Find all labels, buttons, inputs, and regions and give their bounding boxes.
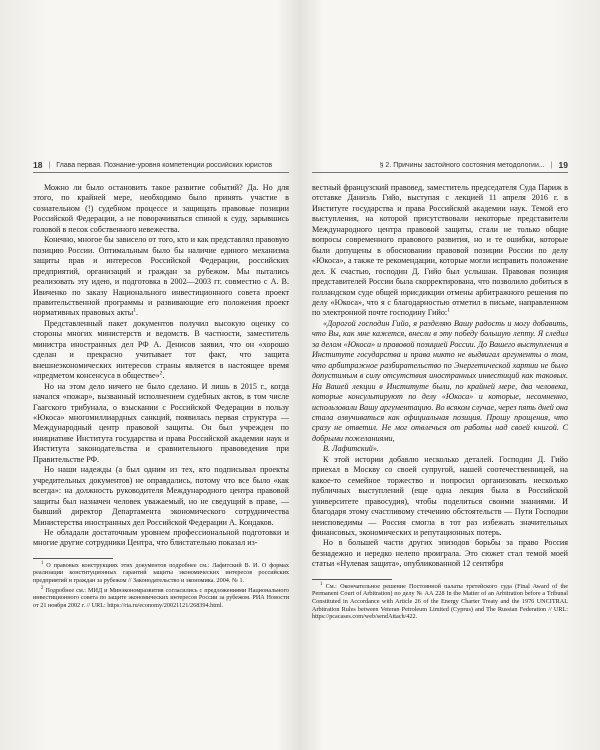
left-body-text — [33, 183, 289, 549]
footnote-ref: 2 — [159, 370, 163, 377]
right-running-head — [312, 158, 568, 173]
page-number: 19 — [558, 160, 568, 170]
left-running-head — [33, 158, 289, 173]
right-page — [312, 158, 568, 720]
quoted-letter: «Дорогой господин Гийо, я разделяю Вашу радость и могу добавить, что Вы, как мне кажется, внесли в эту победу большую лепту. Я следил за делом «Юкоса» и правовой позицией России. До Вашего выступления в Институте государства и права никто не выдвигал аргументы о том, что арбитражное разбирательство по Энергетической хартии не было допустимым в силу отсутствия иностранных инвестиций как таковых. На Вашей лекции в Институте были, по крайней мере, два человека, которые консультируют по делу «Юкоса» и которые, несомненно, использовали Вашу аргументацию. Во всяком случае, через пять дней она стала озвучиваться как официальная позиция. Прошу прощения, что сразу не ответил. Не мог отвлечься от работы над своей книгой. С добрыми пожеланиями, — [312, 318, 568, 443]
page-number: 18 — [33, 160, 43, 170]
paragraph: Но на этом дело ничего не было сделано. И лишь в 2015 г., когда начался «пожар», вызванный исполнением судебных актов, в том числе Гаагского трибунала, о взыскании с Российской Федерации в пользу «Юкоса» многомиллиардных санкций, появилась первая структура — Международный центр правовой защиты. Он был учрежден по инициативе Института государства и права Российской академии наук и Института законодательства и сравнительного правоведения при Правительстве РФ. — [33, 381, 289, 464]
paragraph: Можно ли было остановить такое развитие событий? Да. Но для этого, по крайней мере, необходимо было принять участие в сознательном (!) судебном процессе и защищать правовые позиции Российской Федерации, а не поворачиваться спиной к суду, зарывшись головой в песок собственного невежества. — [33, 183, 289, 234]
paragraph: Конечно, многое бы зависело от того, кто и как представлял правовую позицию России. Оптимальным было бы наличие единого механизма защиты прав и интересов Российской Федерации, российских предприятий, организаций и граждан за рубежом. Мы пытались реализовать эту идею, и подготовка в 2002—2003 гг. совместно с А. В. Ивиченко по заказу Национального инвестиционного совета проект правительственной программы и развивающие его положения проект нормативных правовых акты$^1$. — [33, 235, 289, 318]
footnote: $^1$ О правовых конструкциях этих документов подробнее см.: Лафитский В. И. О формах реализации конституционных гарантий защиты экономических интересов российских предприятий и граждан за рубежом // Законодательство и экономика. 2004. № 1. — [33, 560, 289, 585]
paragraph: Но наши надежды (а был одним из тех, кто подписывал проекты учредительных документов) не оправдались, потому что все было «как всегда»: на должность руководителя Международного центра правовой защиты был назначен человек уважаемый, но не сведущий в праве, — бывший директор Департамента экономического сотрудничества Министерства иностранных дел Российской Федерации А. Кондаков. — [33, 465, 289, 527]
paragraph: вестный французский правовед, заместитель председателя Суда Париж в отставке Даниэль Гийо, выступая с лекцией 11 апреля 2016 г. в Институте государства и права Российской академии наук. Темой его выступления, на которой присутствовали некоторые представители Международного центра правовой защиты, стали не только общие вопросы современного правового развития, но и те ошибки, которые были допущены в обосновании правовой позиции России по делу «Юкоса», а также те рекомендации, которые могли исправить положение дел. К счастью, господин Д. Гийо был услышан. Правовая позиция представителей России была скорректирована, что позволило добиться в голландском суде общей юрисдикции отмены арбитражного решения по делу «Юкоса», что я с благодарностью отметил в письме, направленном по электронной почте господину Гийо:$^1$ — [312, 183, 568, 318]
right-body-text — [312, 183, 568, 570]
running-head-title: Глава первая. Познание-уровня компетенции российских юристов — [56, 161, 273, 169]
footnote-ref: 1 — [447, 307, 450, 314]
running-head-title: § 2. Причины застойного состояния методологии... — [379, 161, 545, 169]
footnote-ref: 1 — [133, 307, 136, 314]
paragraph: Представленный пакет документов получил высокую оценку со стороны многих министерств и ведомств. В частности, заместитель министра иностранных дел РФ А. Денисов заявил, что он «хорошо сделан и прекрасно учитывает тот факт, что защита внешнеэкономических интересов страны является в настоящее время «предметом консенсуса в обществе»$^2$. — [33, 318, 289, 381]
right-footnotes — [312, 579, 568, 621]
head-separator: | — [48, 161, 51, 169]
letter-signature: В. Лафитский». — [323, 444, 379, 454]
left-page — [33, 158, 289, 720]
paragraph: Но в большей части других эпизодов борьбы за право Россия безнадежно и нередко нелепо проиграла. Это сюжет стал темой моей статьи «Нулевая защита», опубликованной 12 сентября — [312, 538, 568, 569]
paragraph: К этой истории добавлю несколько деталей. Господин Д. Гийо приехал в Москву со своей супругой, нашей соотечественницей, на какое-то семейное торжество и попросил организовать несколько публичных выступлений (еще одна лекция была в Российской университете правосудия), чтобы поделиться своими знаниями. И благодаря этому счастливому стечению обстоятельств — Пути Господни неисповедимы — Россия смогла в тот раз избежать значительных финансовых, экономических и репутационных потерь. — [312, 454, 568, 537]
head-separator: | — [550, 161, 553, 169]
paragraph: Не обладали достаточным уровнем профессиональной подготовки и многие другие сотрудники Центра, что блистательно показал из- — [33, 527, 289, 548]
footnote: $^1$ См.: Окончательное решение Постоянной палаты третейского суда (Final Award of the Permanent Court of Arbitration) по делу № АА 228 In the Matter of an Arbitration before a Tribunal Constituted in Accordance with Article 26 of the Energy Charter Treaty and the 1976 UNCITRAL Arbitration Rules between Veteran Petroleum Limited (Cyprus) and The Russian Federation // URL: https://pcacases.com/web/sendAttach/422. — [312, 581, 568, 621]
footnote: $^2$ Подробнее см.: МИД и Минэкономразвития согласились с предложениями Национального инвестиционного совета по защите экономических интересов России за рубежом. РИА Новости от 21 ноября 2002 г. // URL: https://ria.ru/economy/20021121/268394.html. — [33, 585, 289, 609]
left-footnotes — [33, 558, 289, 610]
